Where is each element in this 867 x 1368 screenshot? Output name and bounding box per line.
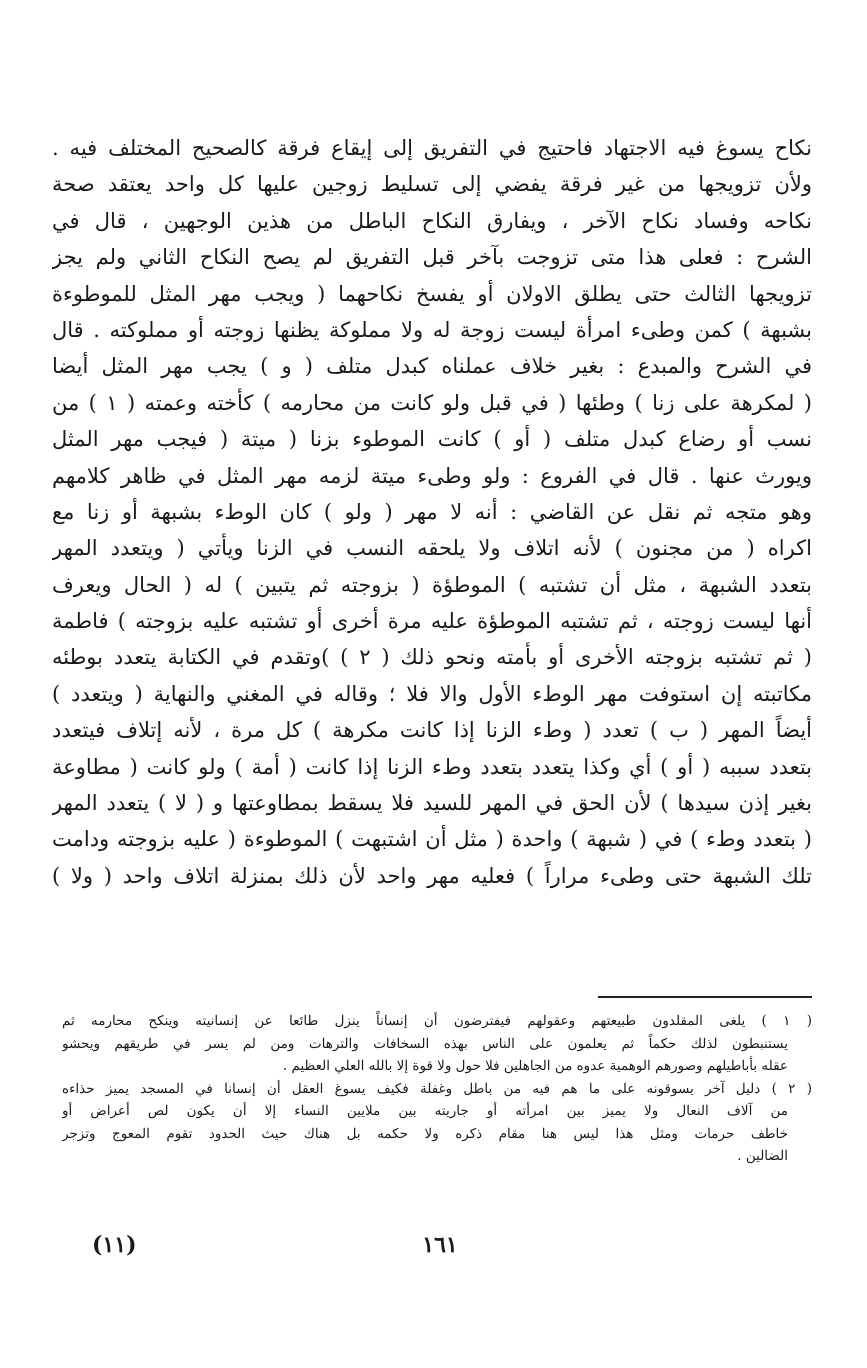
main-text <box>52 130 812 894</box>
text-line: نسب أو رضاع كبدل متلف ( أو ) كانت الموطوء بزنا ( ميتة ( فيجب مهر المثل <box>52 427 812 452</box>
text-line: تلك الشبهة حتى وطىء مراراً ) فعليه مهر واحد لأن ذلك بمنزلة اتلاف واحد ( ولا ) <box>52 863 812 888</box>
footnote-separator <box>598 996 812 998</box>
footnote-line: ( ٢ ) دليل آخر يسوقونه على ما هم فيه من باطل وغفلة فكيف يسوغ العقل أن إنسانا في المسجد يميز حذاءه <box>62 1080 812 1097</box>
text-line: تزويجها الثالث حتى يطلق الاولان أو يفسخ نكاحهما ( ويجب مهر المثل للموطوءة <box>52 281 812 306</box>
text-line: نكاحه وفساد نكاح الآخر ، ويفارق النكاح الباطل من هذين الوجهين ، قال في <box>52 208 812 233</box>
text-line: اكراه ( من مجنون ) لأنه اتلاف ولا يلحقه النسب في الزنا ويأتي ( ويتعدد المهر <box>52 536 812 561</box>
footnote-line: ( ١ ) يلغى المقلدون طبيعتهم وعقولهم فيفترضون أن إنساناً ينزل طائعا عن إنسانيته وينكح محارمه ثم <box>62 1013 812 1029</box>
footnote-line: من آلاف النعال ولا يميز بين امرأته أو جاريته بين ملايين النساء إلا أن يكون لص أعراض أو <box>62 1103 788 1119</box>
footnote-line: الضالين . <box>737 1148 788 1164</box>
text-line: بتعدد سببه ( أو ) أي وكذا يتعدد بتعدد وطء الزنا إذا كانت ( أمة ) ولو كانت ( مطاوعة <box>52 754 812 779</box>
text-line: ويورث عنها . قال في الفروع : ولو وطىء ميتة لزمه مهر المثل في ظاهر كلامهم <box>52 463 812 488</box>
text-line: ولأن تزويجها من غير فرقة يفضي إلى تسليط زوجين عليها كل واحد يعتقد صحة <box>52 172 812 197</box>
text-line: ( ثم تشتبه بزوجته الأخرى أو بأمته ونحو ذلك ( ٢ ) )وتقدم في الكتابة يتعدد بوطئه <box>52 645 812 670</box>
footnote-1 <box>62 1010 812 1078</box>
text-line: ( لمكرهة على زنا ) وطئها ( في قبل ولو كانت من محارمه ) كأخته وعمته ( ١ ) من <box>52 390 812 415</box>
text-line: نكاح يسوغ فيه الاجتهاد فاحتيج في التفريق إلى إيقاع فرقة كالصحيح المختلف فيه . <box>52 136 812 160</box>
footnote-line: عقله بأباطيلهم وصورهم الوهمية عدوه من الجاهلين فلا حول ولا قوة إلا بالله العلي العظيم . <box>282 1058 788 1074</box>
text-line: الشرح : فعلى هذا متى تزوجت بآخر قبل التفريق لم يصح النكاح الثاني ولم يجز <box>52 245 812 270</box>
page-number: ١٦١ <box>422 1232 458 1258</box>
footnote-line: خاطف حرمات ومثل هذا ليس هنا مقام ذكره ولا حكمه بل هناك حيث الحدود تقوم المعوج وتزجر <box>62 1125 788 1142</box>
text-line: وهو متجه ثم نقل عن القاضي : أنه لا مهر ( ولو ) كان الوطء بشبهة أو زنا مع <box>52 499 812 524</box>
footnote-2 <box>62 1078 812 1168</box>
footnote-line: يستنبطون لذلك حكماً ثم يعلمون على الناس بهذه السخافات والترهات ومن لم يسر في طريقهم ويحشو <box>62 1035 788 1052</box>
text-line: أيضاً المهر ( ب ) تعدد ( وطء الزنا إذا كانت مكرهة ) كل مرة ، لأنه إتلاف فيتعدد <box>52 718 812 743</box>
text-line: في الشرح والمبدع : بغير خلاف عملناه كبدل متلف ( و ) يجب مهر المثل أيضا <box>52 354 812 379</box>
text-line: بتعدد الشبهة ، مثل أن تشتبه ) الموطؤة ( بزوجته ثم يتبين ) له ( الحال ويعرف <box>52 572 812 597</box>
text-line: ( بتعدد وطء ) في ( شبهة ) واحدة ( مثل أن اشتبهت ) الموطوءة ( عليه بزوجته ودامت <box>52 827 812 852</box>
text-line: بشبهة ) كمن وطىء امرأة ليست زوجة له ولا مملوكة يظنها زوجته أو مملوكته . قال <box>52 317 812 342</box>
text-line: بغير إذن سيدها ) لأن الحق في المهر للسيد فلا يسقط بمطاوعتها و ( لا ) يتعدد المهر <box>52 791 812 816</box>
footnotes <box>62 1010 812 1168</box>
signature-mark: (١١) <box>92 1232 137 1258</box>
text-line: أنها ليست زوجته ، ثم تشتبه الموطؤة عليه مرة أخرى أو تشتبه عليه بزوجته ) فاطمة <box>52 609 812 634</box>
text-line: مكاتبته إن استوفت مهر الوطء الأول والا فلا ؛ وقاله في المغني والنهاية ( ويتعدد ) <box>52 681 812 706</box>
